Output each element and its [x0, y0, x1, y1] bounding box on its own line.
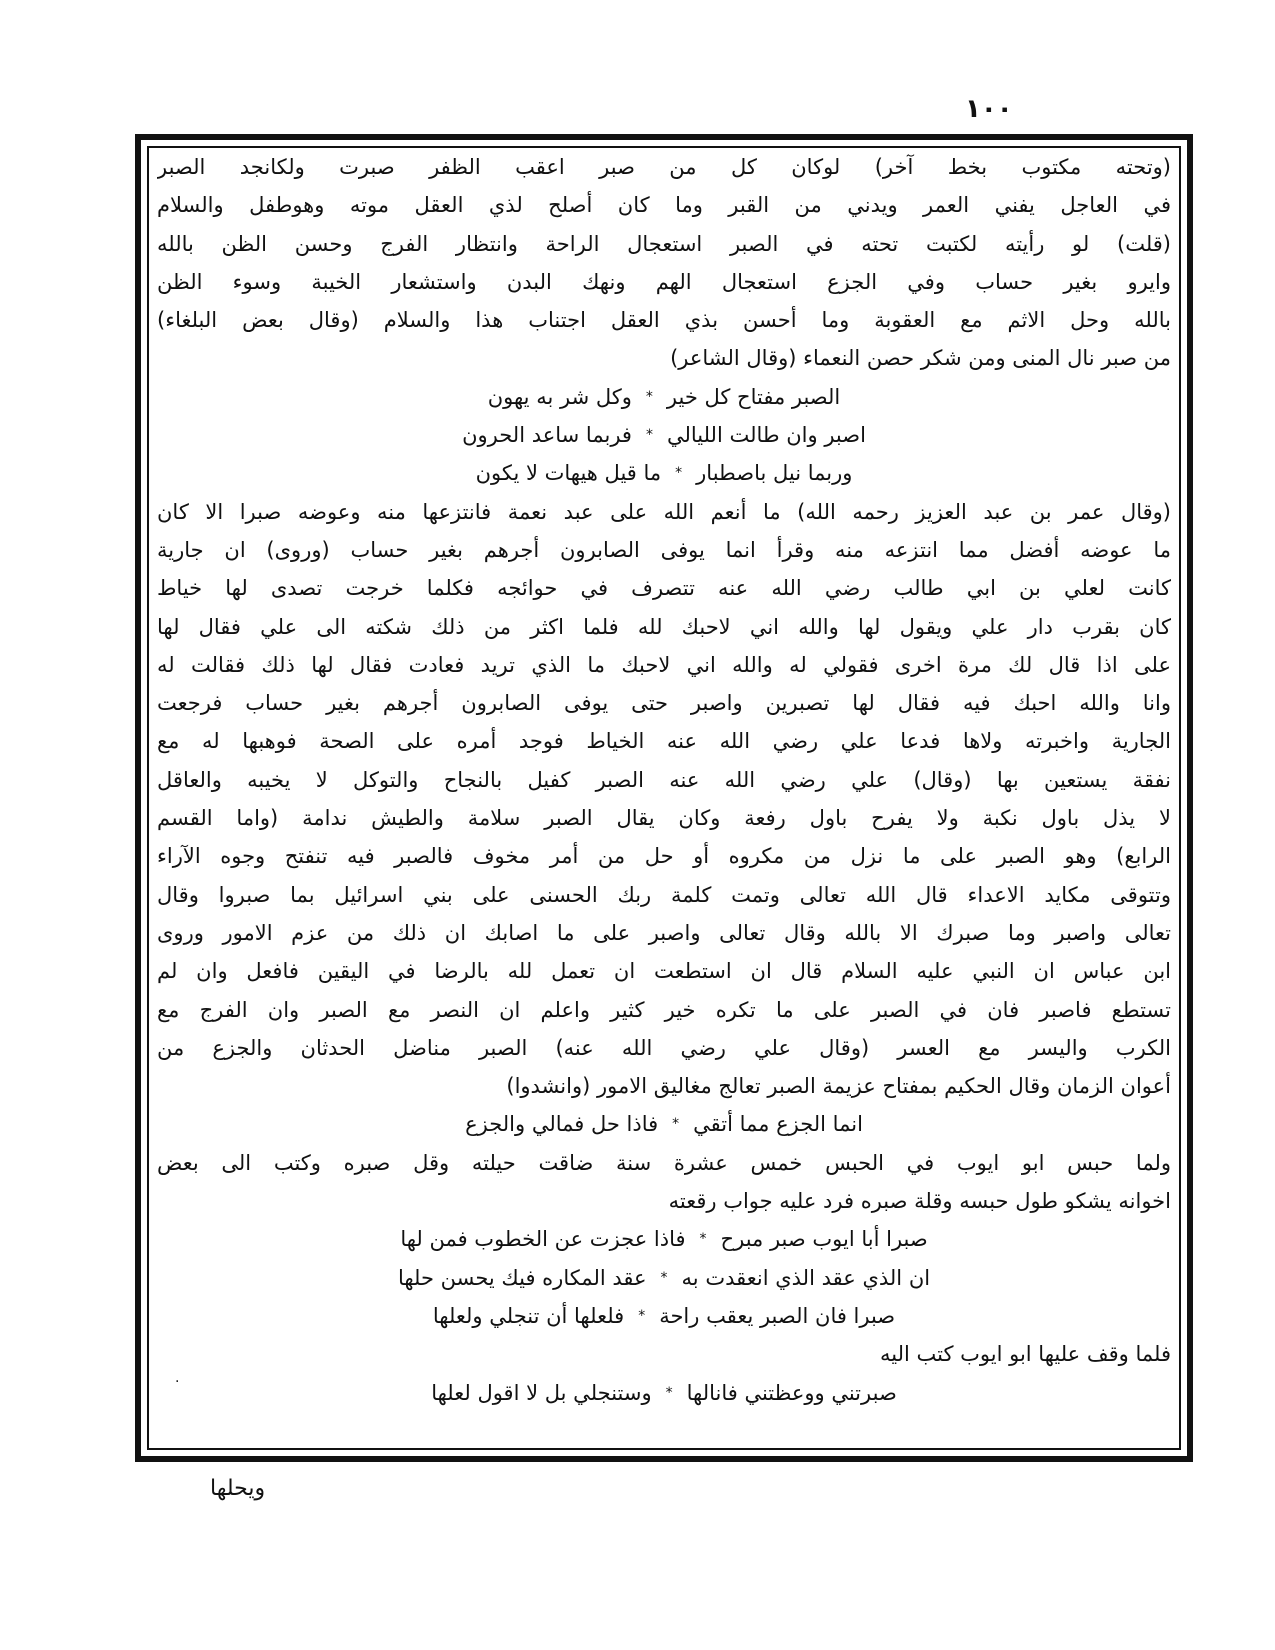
text-line: ولما حبس ابو ايوب في الحبس خمس عشرة سنة ضاقت حيلته وقل صبره وكتب الى بعض	[157, 1150, 1171, 1175]
verse-separator: *	[699, 1231, 707, 1248]
text-line: وايرو بغير حساب وفي الجزع استعجال الهم ونهك البدن واستشعار الخيبة وسوء الظن	[157, 269, 1171, 294]
verse-separator: *	[672, 1116, 680, 1133]
verse-separator: *	[660, 1269, 668, 1286]
text-line: نفقة يستعين بها (وقال) علي رضي الله عنه الصبر كفيل بالنجاح والتوكل لا يخيبه والعاقل	[157, 767, 1171, 792]
text-line: تستطع فاصبر فان في الصبر على ما تكره خير كثير واعلم ان النصر مع الصبر وان الفرج مع	[157, 997, 1171, 1022]
text-line: من صبر نال المنى ومن شكر حصن النعماء (وقال الشاعر)	[670, 346, 1171, 371]
verse-hemistich-first: صبرتني ووعظتني فانالها	[686, 1380, 897, 1405]
text-line: ابن عباس ان النبي عليه السلام قال ان استطعت ان تعمل لله بالرضا في اليقين فافعل وان لم	[157, 959, 1171, 984]
text-line: ما عوضه أفضل مما انتزعه منه وقرأ انما يوفى الصابرون أجرهم بغير حساب (وروى) ان جارية	[157, 537, 1171, 562]
text-line: الرابع) وهو الصبر على ما نزل من مكروه أو حل من أمر مخوف فالصبر فيه تنفتح وجوه الآراء	[157, 844, 1171, 869]
verse-hemistich-first: الصبر مفتاح كل خير	[666, 384, 841, 409]
text-line: (قلت) لو رأيته لكتبت تحته في الصبر استعجال الراحة وانتظار الفرج وحسن الظن بالله	[157, 231, 1171, 256]
verse-hemistich-first: ان الذي عقد الذي انعقدت به	[681, 1265, 931, 1290]
verse-line	[157, 1105, 1171, 1143]
stray-mark: ·	[175, 1374, 180, 1390]
verse-hemistich-second: ما قيل هيهات لا يكون	[475, 461, 662, 486]
verse-line	[157, 378, 1171, 416]
verse-hemistich-second: فاذا عجزت عن الخطوب فمن لها	[400, 1227, 686, 1252]
verse-hemistich-first: صبرا أبا ايوب صبر مبرح	[720, 1227, 928, 1252]
text-line: تعالى واصبر وما صبرك الا بالله وقال تعالى واصبر على ما اصابك ان ذلك من عزم الامور وروى	[157, 920, 1171, 945]
text-line: بالله وحل الاثم مع العقوبة وما أحسن بذي العقل اجتناب هذا والسلام (وقال بعض البلغاء)	[157, 308, 1171, 333]
verse-separator: *	[665, 1384, 673, 1401]
verse-hemistich-first: وربما نيل باصطبار	[696, 461, 853, 486]
text-line: فلما وقف عليها ابو ايوب كتب اليه	[879, 1342, 1171, 1367]
verse-hemistich-second: وكل شر به يهون	[487, 384, 632, 409]
text-line: لا يذل باول نكبة ولا يفرح باول رفعة وكان يقال الصبر سلامة والطيش ندامة (واما القسم	[157, 806, 1171, 831]
text-line: اخوانه يشكو طول حبسه وقلة صبره فرد عليه جواب رقعته	[668, 1189, 1171, 1214]
verse-line	[157, 416, 1171, 454]
verse-line	[157, 1259, 1171, 1297]
text-line: وانا والله احبك فيه فقال لها تصبرين واصبر حتى يوفى الصابرون أجرهم بغير حساب فرجعت	[157, 691, 1171, 716]
verse-line	[157, 454, 1171, 492]
main-text	[157, 148, 1171, 1412]
page-frame-inner	[147, 146, 1181, 1450]
verse-separator: *	[645, 388, 653, 405]
verse-separator: *	[675, 465, 683, 482]
text-line: في العاجل يفني العمر ويدني من القبر وما كان أصلح لذي العقل موته وهوطفل والسلام	[157, 193, 1171, 218]
verse-line	[157, 1297, 1171, 1335]
verse-hemistich-first: اصبر وان طالت الليالي	[666, 423, 866, 448]
verse-hemistich-second: عقد المكاره فيك يحسن حلها	[397, 1265, 647, 1290]
verse-hemistich-first: انما الجزع مما أتقي	[693, 1112, 863, 1137]
verse-line	[157, 1374, 1171, 1412]
text-line: الكرب واليسر مع العسر (وقال علي رضي الله عنه) الصبر مناضل الحدثان والجزع من	[157, 1035, 1171, 1060]
text-line: (وتحته مكتوب بخط آخر) لوكان كل من صبر اعقب الظفر صبرت ولكانجد الصبر	[157, 155, 1171, 179]
verse-separator: *	[645, 427, 653, 444]
text-line: كان بقرب دار علي ويقول لها والله اني لاحبك لله فلما اكثر من ذلك شكته الى علي فقال لها	[157, 614, 1171, 639]
text-line: على اذا قال لك مرة اخرى فقولي له والله اني لاحبك ما الذي تريد فعادت فقال لها ذلك فقالت له	[157, 652, 1171, 677]
text-line: (وقال عمر بن عبد العزيز رحمه الله) ما أنعم الله على عبد نعمة فانتزعها منه وعوضه صبرا الا كان	[157, 499, 1171, 524]
text-line: كانت لعلي بن ابي طالب رضي الله عنه تتصرف في حوائجه فكلما خرجت تصدى لها خياط	[157, 576, 1171, 601]
text-line: وتتوقى مكايد الاعداء قال الله تعالى وتمت كلمة ربك الحسنى على بني اسرائيل بما صبروا وقال	[157, 882, 1171, 907]
catchword: ويحلها	[210, 1476, 266, 1501]
verse-hemistich-first: صبرا فان الصبر يعقب راحة	[659, 1303, 896, 1328]
text-line: أعوان الزمان وقال الحكيم بمفتاح عزيمة الصبر تعالج مغاليق الامور (وانشدوا)	[506, 1074, 1171, 1099]
verse-hemistich-second: وستنجلي بل لا اقول لعلها	[431, 1380, 652, 1405]
verse-line	[157, 1220, 1171, 1258]
verse-hemistich-second: فاذا حل فمالي والجزع	[465, 1112, 659, 1137]
verse-separator: *	[638, 1307, 646, 1324]
verse-hemistich-second: فربما ساعد الحرون	[462, 423, 632, 448]
verse-hemistich-second: فلعلها أن تنجلي ولعلها	[432, 1303, 625, 1328]
page-number: ١٠٠	[965, 94, 1013, 124]
text-line: الجارية واخبرته ولاها فدعا علي رضي الله عنه الخياط فوجد أمره على الصحة فوهبها له مع	[157, 729, 1171, 754]
